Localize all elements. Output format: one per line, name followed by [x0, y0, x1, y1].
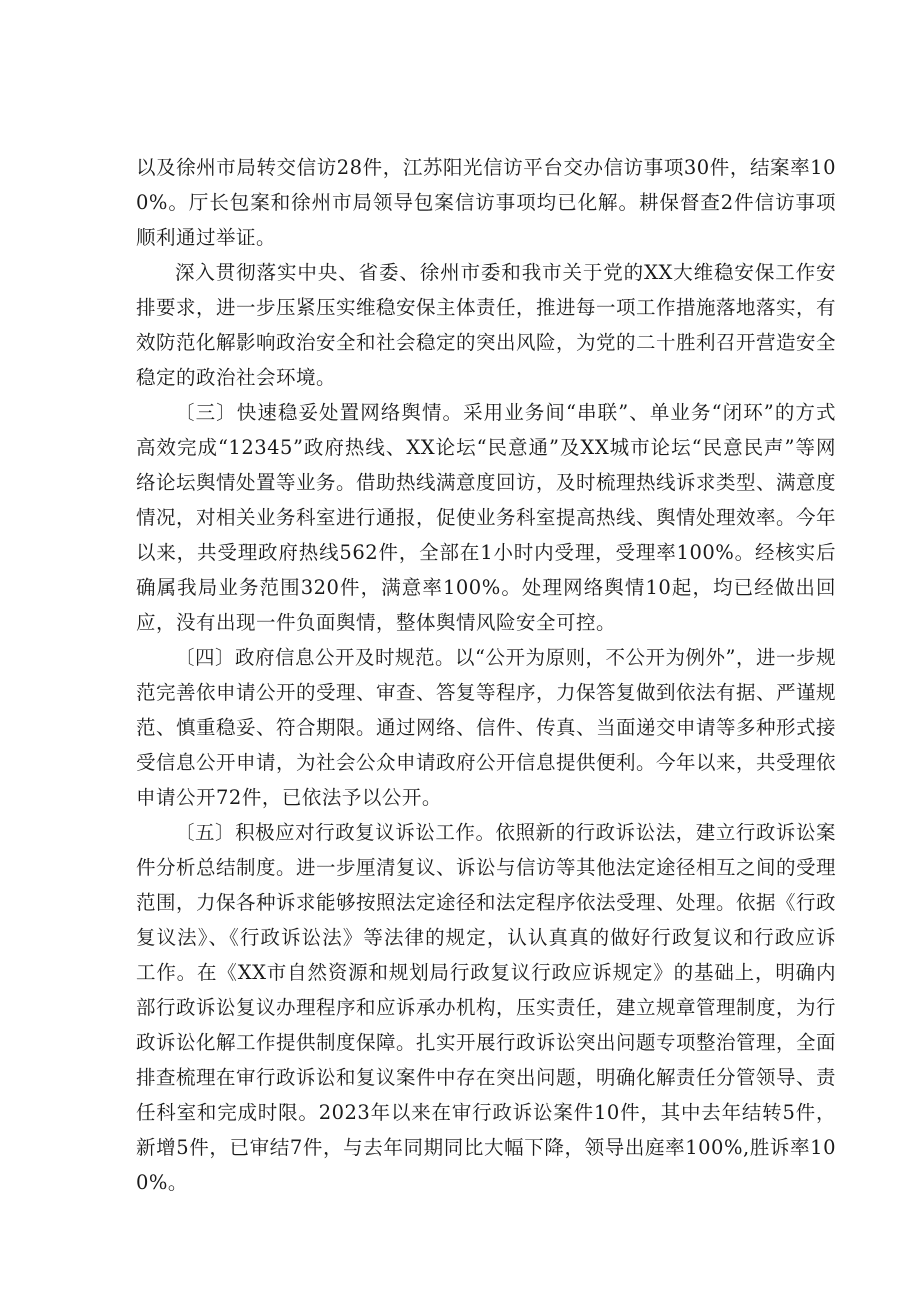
paragraph-1: 以及徐州市局转交信访28件，江苏阳光信访平台交办信访事项30件，结案率100%。厅长包案和徐州市局领导包案信访事项均已化解。耕保督查2件信访事项顺利通过举证。 [136, 156, 836, 249]
paragraph-3: 〔三〕快速稳妥处置网络舆情。采用业务间“串联”、单业务“闭环”的方式高效完成“12345”政府热线、XX论坛“民意通”及XX城市论坛“民意民声”等网络论坛舆情处置等业务。借助热线满意度回访，及时梳理热线诉求类型、满意度情况，对相关业务科室进行通报，促使业务科室提高热线、舆情处理效率。今年以来，共受理政府热线562件，全部在1小时内受理，受理率100%。经核实后确属我局业务范围320件，满意率100%。处理网络舆情10起，均已经做出回应，没有出现一件负面舆情，整体舆情风险安全可控。 [136, 401, 837, 634]
paragraph-2: 深入贯彻落实中央、省委、徐州市委和我市关于党的XX大维稳安保工作安排要求，进一步压紧压实维稳安保主体责任，推进每一项工作措施落地落实，有效防范化解影响政治安全和社会稳定的突出风险，为党的二十胜利召开营造安全稳定的政治社会环境。 [136, 261, 837, 389]
paragraph-4: 〔四〕政府信息公开及时规范。以“公开为原则，不公开为例外”，进一步规范完善依申请公开的受理、审查、答复等程序，力保答复做到依法有据、严谨规范、慎重稳妥、符合期限。通过网络、信件、传真、当面递交申请等多种形式接受信息公开申请，为社会公众申请政府公开信息提供便利。今年以来，共受理依申请公开72件，已依法予以公开。 [136, 646, 837, 809]
paragraph-5: 〔五〕积极应对行政复议诉讼工作。依照新的行政诉讼法，建立行政诉讼案件分析总结制度。进一步厘清复议、诉讼与信访等其他法定途径相互之间的受理范围，力保各种诉求能够按照法定途径和法定程序依法受理、处理。依据《行政复议法》、《行政诉讼法》等法律的规定，认认真真的做好行政复议和行政应诉工作。在《XX市自然资源和规划局行政复议行政应诉规定》的基础上，明确内部行政诉讼复议办理程序和应诉承办机构，压实责任，建立规章管理制度，为行政诉讼化解工作提供制度保障。扎实开展行政诉讼突出问题专项整治管理，全面排查梳理在审行政诉讼和复议案件中存在突出问题，明确化解责任分管领导、责任科室和完成时限。2023年以来在审行政诉讼案件10件，其中去年结转5件，新增5件，已审结7件，与去年同期同比大幅下降，领导出庭率100%,胜诉率100%。 [136, 821, 837, 1194]
document-page [136, 150, 836, 1200]
